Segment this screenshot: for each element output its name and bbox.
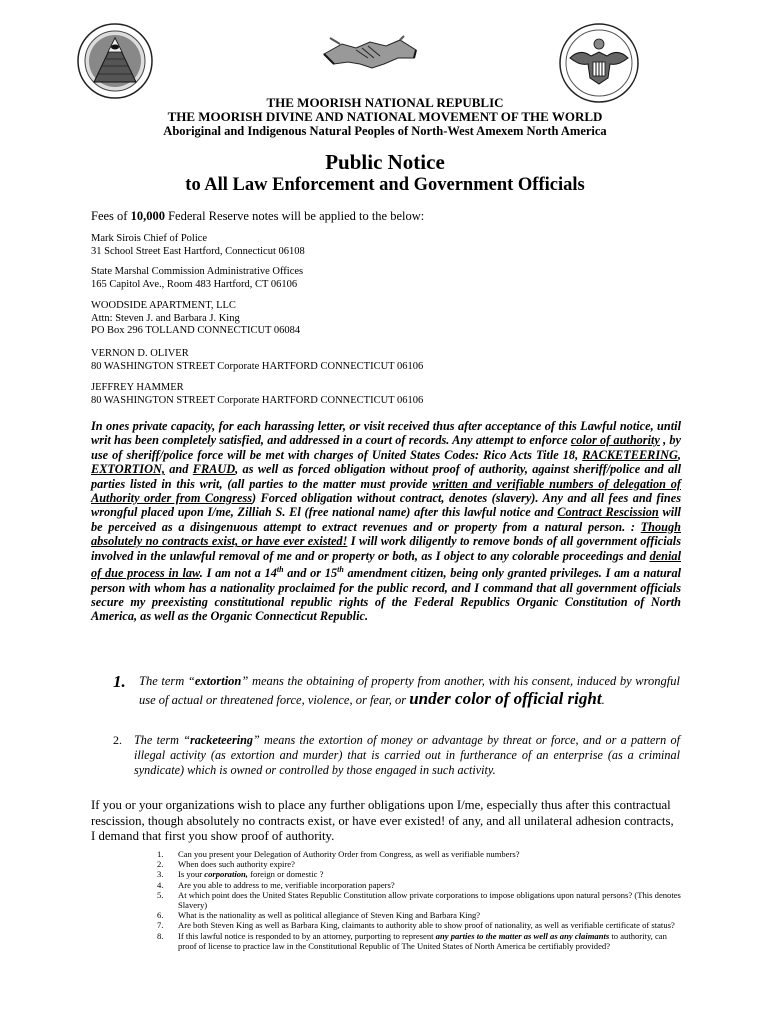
address-line: VERNON D. OLIVER	[91, 348, 189, 359]
fees-amount: 10,000	[130, 209, 165, 223]
questions-list	[157, 849, 687, 951]
address-line: 80 WASHINGTON STREET Corporate HARTFORD CONNECTICUT 06106	[91, 394, 424, 406]
pyramid-seal-logo	[76, 22, 154, 100]
fees-text-after: Federal Reserve notes will be applied to the below:	[164, 209, 425, 223]
address-line: PO Box 296 TOLLAND CONNECTICUT 06084	[91, 325, 301, 336]
definition-number: 2.	[113, 733, 122, 747]
list-item: 7. Are both Steven King as well as Barbara King, claimants to authority able to show proof of nationality, as well as verifiable certificate of status?	[157, 920, 675, 931]
address-line: JEFFREY HAMMER	[91, 382, 184, 393]
main-notice-paragraph: In ones private capacity, for each harassing letter, or visit received thus after acceptance of this Lawful notice, until writ has been completely satisfied, and addressed in a court of records. Any attempt to enforce color of authority , by use of sheriff/police force will be met with charges of United States Codes: Rico Acts Title 18, RACKETEERING, EXTORTION, and FRAUD, as well as forced obligation without proof of authority, against sheriff/police and all parties listed in this writ, (all parties to the matter must provide written and verifiable numbers of delegation of Authority order from Congress) Forced obligation without contract, denotes (slavery). Any and all fees and fines wrongful placed upon I/me, Zilliah S. El (free national name) after this lawful notice and Contract Rescission will be perceived as a disingenuous attempt to extract revenues and or property from a natural person. : Though absolutely no contracts exist, or have ever existed! I will work diligently to remove bonds of all government officials involved in the unlawful removal of me and or property or both, as I object to any colorable proceedings and denial of due process in law. I am not a 14th and or 15th amendment citizen, being only granted privileges. I am a natural person with whom has a nationality proclaimed for the public record, and I command that all government officials secure my preexisting constitutional republic rights of the Federal Republics Organic Constitution of North America, as well as the Organic Connecticut Republic.	[91, 419, 682, 624]
extortion-definition: The term “extortion” means the obtaining of property from another, with his consent, induced by wrongful use of actual or threatened force, violence, or fear, or under color of official right.	[139, 674, 680, 708]
address-line: Attn: Steven J. and Barbara J. King	[91, 312, 240, 324]
list-item: 6. What is the nationality as well as political allegiance of Steven King and Barbara King?	[157, 910, 481, 921]
address-block	[91, 266, 303, 291]
handshake-logo	[320, 28, 420, 80]
list-item: 1. Can you present your Delegation of Authority Order from Congress, as well as verifiable numbers?	[157, 849, 520, 859]
address-block	[91, 348, 423, 373]
address-block	[91, 300, 300, 338]
list-item: 8. If this lawful notice is responded to by an attorney, purporting to represent any parties to the matter as well as any claimants to authority, can proof of license to practice law in the Constitutional Republic of The United States of North America be certifiably provided?	[157, 930, 667, 951]
address-line: State Marshal Commission Administrative Offices	[91, 266, 304, 277]
racketeering-definition: The term “racketeering” means the extortion of money or advantage by threat or force, and or a pattern of illegal activity (as extortion and murder) that is carried out in furtherance of an enterprise (as a criminal syndicate) which is owned or controlled by those engaged in such activity.	[134, 733, 680, 777]
fees-statement	[91, 209, 424, 224]
list-item: 4. Are you able to address to me, verifiable incorporation papers?	[157, 879, 395, 890]
republic-name: THE MOORISH NATIONAL REPUBLIC	[266, 95, 504, 110]
eagle-seal-logo	[558, 22, 640, 104]
address-block	[91, 382, 423, 407]
notice-title: Public Notice	[325, 150, 445, 174]
address-line: 165 Capitol Ave., Room 483 Hartford, CT 06106	[91, 278, 298, 290]
peoples-subtitle: Aboriginal and Indigenous Natural Peoples of North-West Amexem North America	[163, 124, 607, 138]
address-block	[91, 233, 305, 258]
fees-text-before: Fees of	[91, 209, 131, 223]
list-item: 5. At which point does the United States Republic Constitution allow private corporations to impose obligations upon natural persons? (This denotes Slavery)	[157, 889, 681, 911]
address-line: WOODSIDE APARTMENT, LLC	[91, 300, 236, 311]
movement-name: THE MOORISH DIVINE AND NATIONAL MOVEMENT OF THE WORLD	[167, 109, 603, 124]
address-line: Mark Sirois Chief of Police	[91, 233, 208, 244]
address-line: 31 School Street East Hartford, Connecticut 06108	[91, 245, 305, 257]
closing-paragraph: If you or your organizations wish to place any further obligations upon I/me, especially thus after this contractual rescission, though absolutely no contracts exist, or have ever existed! of any, and all unilateral adhesion contracts, I demand that first you show proof of authority.	[91, 798, 674, 843]
address-line: 80 WASHINGTON STREET Corporate HARTFORD CONNECTICUT 06106	[91, 360, 424, 372]
notice-subtitle: to All Law Enforcement and Government Officials	[185, 175, 585, 195]
list-item: 3. Is your corporation, foreign or domestic ?	[157, 869, 324, 880]
list-item: 2. When does such authority expire?	[157, 859, 295, 870]
definition-number: 1.	[113, 672, 126, 691]
